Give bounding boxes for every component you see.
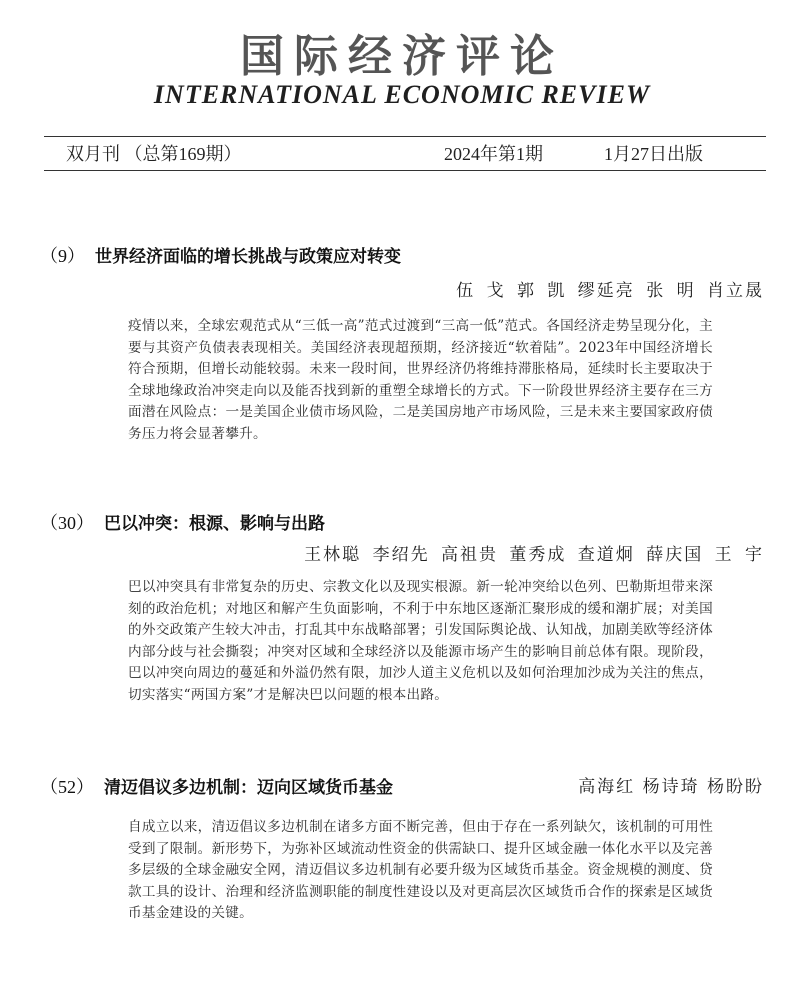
article-title[interactable]	[40, 243, 770, 270]
article-title[interactable]	[40, 510, 770, 537]
article-title-text: 世界经济面临的增长挑战与政策应对转变	[95, 247, 401, 267]
issue-info-bar	[44, 140, 766, 168]
article-page-number: （9）	[40, 246, 85, 266]
article-abstract: 自成立以来，清迈倡议多边机制在诸多方面不断完善，但由于存在一系列缺欠，该机制的可用性受到了限制。新形势下，为弥补区域流动性资金的供需缺口、提升区域金融一体化水平以及完善多层级的全球金融安全网，清迈倡议多边机制有必要升级为区域货币基金。资金规模的测度、贷款工具的设计、治理和经济监测职能的制度性建设以及对更高层次区域货币合作的探索是区域货币基金建设的关键。	[128, 819, 713, 922]
article-title-text: 巴以冲突：根源、影响与出路	[104, 514, 325, 534]
issue-number: 2024年第1期	[444, 144, 543, 164]
header-bottom-rule	[44, 170, 766, 171]
article-page-number: （52）	[40, 777, 94, 797]
article-page-number: （30）	[40, 513, 94, 533]
header-top-rule	[44, 136, 766, 137]
article-abstract: 疫情以来，全球宏观范式从“三低一高”范式过渡到“三高一低”范式。各国经济走势呈现分化，主要与其资产负债表表现相关。美国经济表现超预期，经济接近“软着陆”。2023年中国经济增长符合预期，但增长动能较弱。未来一段时间，世界经济仍将维持滞胀格局，延续时长主要取决于全球地缘政治冲突走向以及能否找到新的重塑全球增长的方式。下一阶段世界经济主要存在三方面潜在风险点：一是美国企业债市场风险，二是美国房地产市场风险，三是未来主要国家政府债务压力将会显著攀升。	[128, 318, 713, 442]
article-authors: 伍 戈 郭 凯 缪延亮 张 明 肖立晟	[456, 281, 764, 301]
journal-title-cn: 国际经济评论	[240, 31, 564, 82]
article-title-text: 清迈倡议多边机制：迈向区域货币基金	[104, 778, 393, 798]
publish-date: 1月27日出版	[604, 144, 703, 164]
article-authors: 高海红 杨诗琦 杨盼盼	[578, 777, 764, 797]
article-authors: 王林聪 李绍先 高祖贵 董秀成 查道炯 薛庆国 王 宇	[304, 545, 764, 565]
article-abstract: 巴以冲突具有非常复杂的历史、宗教文化以及现实根源。新一轮冲突给以色列、巴勒斯坦带来深刻的政治危机；对地区和解产生负面影响，不利于中东地区逐渐汇聚形成的缓和潮扩展；对美国的外交政策产生较大冲击，打乱其中东战略部署；引发国际舆论战、认知战，加剧美欧等经济体内部分歧与社会撕裂；冲突对区域和全球经济以及能源市场产生的影响目前总体有限。现阶段，巴以冲突向周边的蔓延和外溢仍然有限，加沙人道主义危机以及如何治理加沙成为关注的焦点，切实落实“两国方案”才是解决巴以问题的根本出路。	[128, 579, 713, 703]
journal-title-en: INTERNATIONAL ECONOMIC REVIEW	[153, 80, 651, 109]
issue-frequency: 双月刊 （总第169期）	[66, 144, 242, 164]
